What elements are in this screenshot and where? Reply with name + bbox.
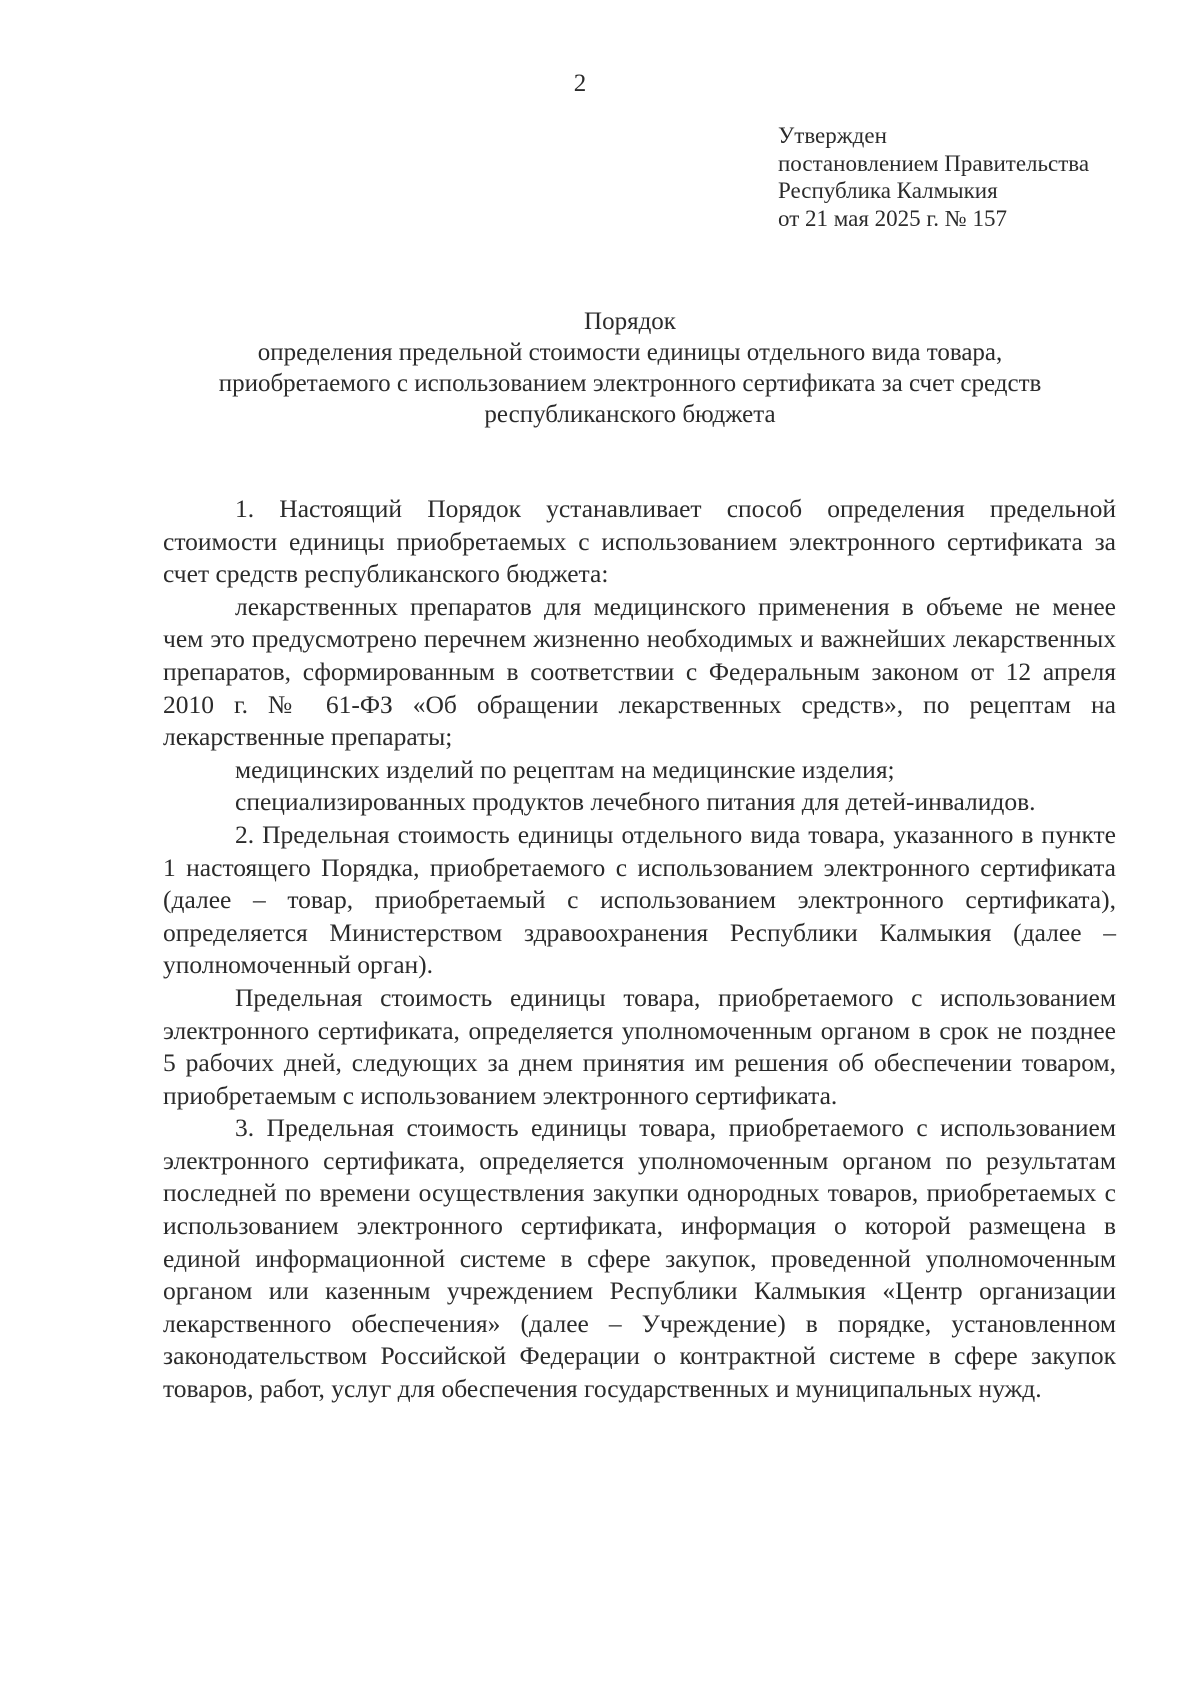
- title-line: приобретаемого с использованием электронного сертификата за счет средств: [218, 370, 1042, 397]
- approval-line: Республика Калмыкия: [778, 178, 998, 203]
- approval-line: Утвержден: [778, 123, 887, 148]
- document-title: [150, 306, 1110, 430]
- paragraph-3: 3. Предельная стоимость единицы товара, приобретаемого с использованием электронного сертификата, определяется уполномоченным органом по результатам последней по времени осуществления закупки однородных товаров, приобретаемых с использованием электронного сертификата, информация о которой размещена в единой информационной системе в сфере закупок, проведенной уполномоченным органом или казенным учреждением Республики Калмыкия «Центр организации лекарственного обеспечения» (далее – Учреждение) в порядке, установленном законодательством Российской Федерации о контрактной системе в сфере закупок товаров, работ, услуг для обеспечения государственных и муниципальных нужд.: [163, 1113, 1116, 1404]
- title-heading: Порядок: [584, 308, 676, 335]
- paragraph-nutrition: специализированных продуктов лечебного питания для детей-инвалидов.: [235, 787, 1036, 817]
- paragraph-1: 1. Настоящий Порядок устанавливает способ определения предельной стоимости единицы приобретаемых с использованием электронного сертификата за счет средств республиканского бюджета:: [163, 494, 1116, 589]
- title-line: определения предельной стоимости единицы отдельного вида товара,: [257, 339, 1003, 366]
- approval-block: [778, 122, 1089, 232]
- approval-line: от 21 мая 2025 г. № 157: [778, 205, 1007, 231]
- title-line: республиканского бюджета: [484, 401, 776, 428]
- document-body: [163, 493, 1116, 1406]
- paragraph-medicines: лекарственных препаратов для медицинского применения в объеме не менее чем это предусмотрено перечнем жизненно необходимых и важнейших лекарственных препаратов, сформированным в соответствии с Федеральным законом от 12 апреля 2010 г. № 61-ФЗ «Об обращении лекарственных средств», по рецептам на лекарственные препараты;: [163, 591, 1116, 752]
- paragraph-medical-devices: медицинских изделий по рецептам на медицинские изделия;: [235, 754, 895, 784]
- paragraph-2: 2. Предельная стоимость единицы отдельного вида товара, указанного в пункте 1 настоящего Порядка, приобретаемого с использованием электронного сертификата (далее – товар, приобретаемый с использованием электронного сертификата), определяется Министерством здравоохранения Республики Калмыкия (далее – уполномоченный орган).: [163, 819, 1116, 980]
- approval-line: постановлением Правительства: [778, 150, 1090, 176]
- page-number: 2: [573, 70, 587, 97]
- paragraph-2-timing: Предельная стоимость единицы товара, приобретаемого с использованием электронного сертификата, определяется уполномоченным органом в срок не позднее 5 рабочих дней, следующих за днем принятия им решения об обеспечении товаром, приобретаемым с использованием электронного сертификата.: [163, 982, 1116, 1110]
